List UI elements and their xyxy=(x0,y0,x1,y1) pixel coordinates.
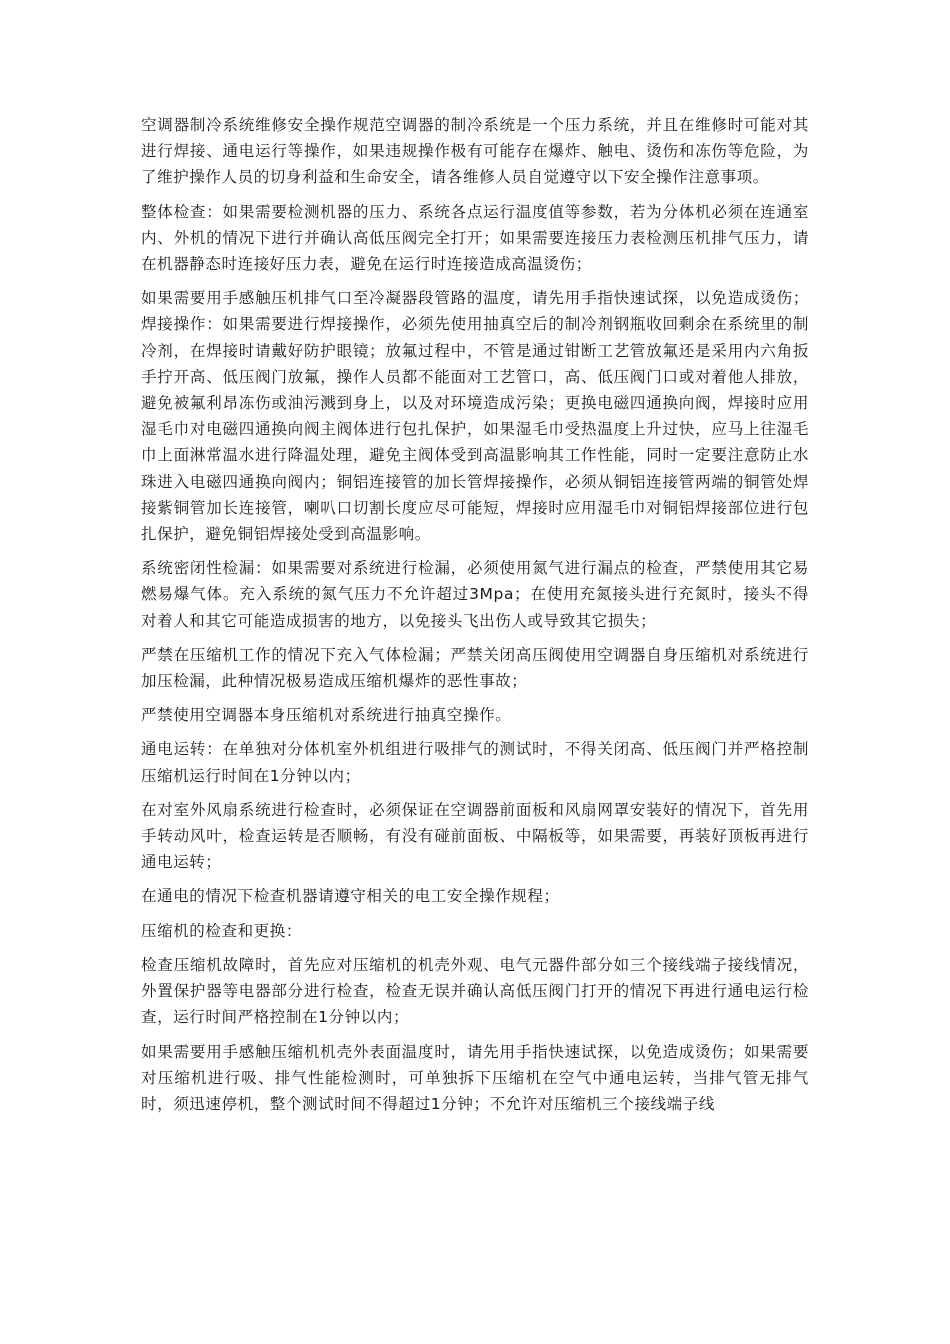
welding-paragraph: 如果需要用手感触压机排气口至冷凝器段管路的温度，请先用手指快速试探，以免造成烫伤；焊接操作：如果需要进行焊接操作，必须先使用抽真空后的制冷剂钢瓶收回剩余在系统里的制冷剂，在焊接时请戴好防护眼镜；放氟过程中，不管是通过钳断工艺管放氟还是采用内六角扳手拧开高、低压阀门放氟，操作人员都不能面对工艺管口，高、低压阀门口或对着他人排放，避免被氟利昂冻伤或油污溅到身上，以及对环境造成污染；更换电磁四通换向阀，焊接时应用湿毛巾对电磁四通换向阀主阀体进行包扎保护，如果湿毛巾受热温度上升过快，应马上往湿毛巾上面淋常温水进行降温处理，避免主阀体受到高温影响其工作性能，同时一定要注意防止水珠进入电磁四通换向阀内；铜铝连接管的加长管焊接操作，必须从铜铝连接管两端的铜管处焊接紫铜管加长连接管，喇叭口切割长度应尽可能短，焊接时应用湿毛巾对铜铝焊接部位进行包扎保护，避免铜铝焊接处受到高温影响。 xyxy=(141,289,809,544)
overall-check-paragraph: 整体检查：如果需要检测机器的压力、系统各点运行温度值等参数，若为分体机必须在连通室内、外机的情况下进行并确认高低压阀完全打开；如果需要连接压力表检测压机排气压力，请在机器静态时连接好压力表，避免在运行时连接造成高温烫伤； xyxy=(141,202,809,274)
leak-test-paragraph: 系统密闭性检漏：如果需要对系统进行检漏，必须使用氮气进行漏点的检查，严禁使用其它易燃易爆气体。充入系统的氮气压力不允许超过3Mpa；在使用充氮接头进行充氮时，接头不得对着人和其它可能造成损害的地方，以免接头飞出伤人或导致其它损失； xyxy=(141,559,809,630)
fan-check-paragraph: 在对室外风扇系统进行检查时，必须保证在空调器前面板和风扇网罩安装好的情况下，首先用手转动风叶，检查运转是否顺畅，有没有碰前面板、中隔板等，如果需要，再装好顶板再进行通电运转； xyxy=(141,800,809,872)
document-body xyxy=(141,112,809,1125)
compressor-check-paragraph: 检查压缩机故障时，首先应对压缩机的机壳外观、电气元器件部分如三个接线端子接线情况，外置保护器等电器部分进行检查，检查无误并确认高低压阀门打开的情况下再进行通电运行检查，运行时间严格控制在1分钟以内； xyxy=(141,955,809,1027)
compressor-temperature-paragraph: 如果需要用手感触压缩机机壳外表面温度时，请先用手指快速试探，以免造成烫伤；如果需要对压缩机进行吸、排气性能检测时，可单独拆下压缩机在空气中通电运转，当排气管无排气时，须迅速停机，整个测试时间不得超过1分钟；不允许对压缩机三个接线端子线 xyxy=(141,1042,809,1113)
leak-test-prohibition-paragraph: 严禁在压缩机工作的情况下充入气体检漏；严禁关闭高压阀使用空调器自身压缩机对系统进行加压检漏，此种情况极易造成压缩机爆炸的恶性事故； xyxy=(141,645,809,691)
electrical-safety-paragraph: 在通电的情况下检查机器请遵守相关的电工安全操作规程； xyxy=(141,887,560,906)
power-on-paragraph: 通电运转：在单独对分体机室外机组进行吸排气的测试时，不得关闭高、低压阀门并严格控制压缩机运行时间在1分钟以内； xyxy=(141,740,809,785)
intro-paragraph: 空调器制冷系统维修安全操作规范空调器的制冷系统是一个压力系统，并且在维修时可能对其进行焊接、通电运行等操作，如果违规操作极有可能存在爆炸、触电、烫伤和冻伤等危险，为了维护操作人员的切身利益和生命安全，请各维修人员自觉遵守以下安全操作注意事项。 xyxy=(141,116,809,187)
vacuum-prohibition-paragraph: 严禁使用空调器本身压缩机对系统进行抽真空操作。 xyxy=(141,706,512,725)
compressor-heading: 压缩机的检查和更换： xyxy=(141,921,303,940)
